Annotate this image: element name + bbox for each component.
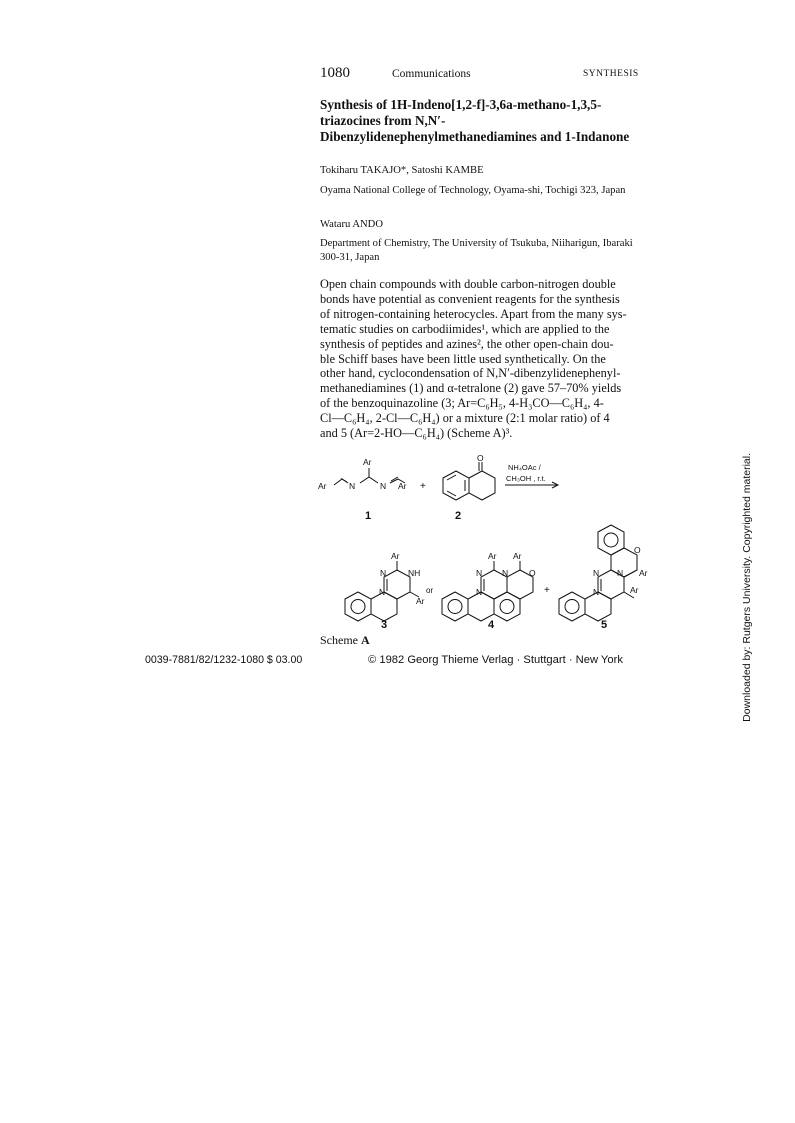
reagent-bottom: CH₃OH , r.t. (506, 474, 546, 483)
aryl-label: Ar (513, 551, 522, 561)
nitrogen-label: N (617, 568, 624, 578)
reagent-top: NH₄OAc / (508, 463, 541, 472)
body-line: of nitrogen-containing heterocycles. Apart from the many sys- (320, 306, 627, 321)
aryl-label: Ar (391, 551, 400, 561)
nitrogen-label: N (502, 568, 509, 578)
compound-number: 2 (455, 510, 462, 522)
nitrogen-label: N (476, 568, 483, 578)
aryl-label: Ar (363, 457, 372, 467)
scheme-caption (320, 633, 370, 648)
aryl-label: Ar (318, 481, 327, 491)
compound-4-structure (442, 561, 533, 621)
body-line: bonds have potential as convenient reagents for the synthesis (320, 291, 620, 306)
author-names: Tokiharu TAKAJO*, Satoshi KAMBE (320, 165, 484, 176)
compound-number: 5 (601, 619, 608, 631)
journal-section: Communications (392, 68, 471, 80)
author-affiliation: Department of Chemistry, The University of Tsukuba, Niiharigun, Ibaraki 300-31, Japan (320, 238, 633, 263)
scheme-caption-prefix: Scheme (320, 633, 358, 647)
nitrogen-label: N (380, 481, 387, 491)
compound-number: 1 (365, 510, 372, 522)
scheme-caption-id: A (361, 633, 370, 647)
oxygen-label: O (634, 545, 641, 555)
body-line: other hand, cyclocondensation of N,N′-dibenzylidenephenyl- (320, 366, 621, 381)
aryl-label: Ar (416, 596, 425, 606)
body-line: Open chain compounds with double carbon-nitrogen double (320, 277, 616, 291)
oxygen-label: O (529, 568, 536, 578)
nitrogen-label: N (349, 481, 356, 491)
author-affiliation: Oyama National College of Technology, Oyama-shi, Tochigi 323, Japan (320, 185, 626, 196)
nh-label: NH (408, 568, 421, 578)
aryl-label: Ar (488, 551, 497, 561)
body-line: synthesis of peptides and azines², the other open-chain dou- (320, 336, 614, 351)
footer-issn: 0039-7881/82/1232-1080 $ 03.00 (145, 654, 303, 666)
body-line: Cl—C₆H₄, 2-Cl—C₆H₄) or a mixture (2:1 molar ratio) of 4 (320, 411, 610, 426)
aryl-label: Ar (639, 568, 648, 578)
footer-copyright: © 1982 Georg Thieme Verlag · Stuttgart · New York (368, 654, 623, 666)
oxygen-label: O (477, 453, 484, 463)
page-number: 1080 (320, 65, 350, 81)
author-names: Wataru ANDO (320, 219, 383, 230)
compound-number: 3 (381, 619, 388, 631)
body-paragraph (320, 277, 641, 441)
nitrogen-label: N (593, 587, 600, 597)
nitrogen-label: N (380, 568, 387, 578)
body-line: and 5 (Ar=2-HO—C₆H₄) (Scheme A)³. (320, 426, 513, 441)
body-line: tematic studies on carbodiimides¹, which are applied to the (320, 321, 610, 336)
plus-sign: + (420, 481, 426, 492)
nitrogen-label: N (476, 587, 483, 597)
nitrogen-label: N (593, 568, 600, 578)
compound-number: 4 (488, 619, 495, 631)
aryl-label: Ar (398, 481, 407, 491)
journal-name: SYNTHESIS (583, 69, 639, 79)
compound-2-structure (443, 462, 495, 500)
or-label: or (426, 586, 434, 595)
nitrogen-label: N (379, 587, 386, 597)
body-line: ble Schiff bases have been little used synthetically. On the (320, 351, 606, 366)
article-title: Synthesis of 1H-Indeno[1,2-f]-3,6a-methano-1,3,5-triazocines from N,N′-Dibenzylidenephenylmethanediamines and 1-Indanone (320, 97, 630, 144)
compound-1-structure (334, 468, 405, 485)
body-line: methanediamines (1) and α-tetralone (2) gave 57–70% yields (320, 381, 622, 396)
body-line: of the benzoquinazoline (3; Ar=C₆H₅, 4-H₃CO—C₆H₄, 4- (320, 396, 604, 411)
plus-sign: + (544, 585, 550, 596)
reaction-scheme (312, 452, 657, 632)
download-watermark: Downloaded by: Rutgers University. Copyrighted material. (741, 453, 753, 722)
aryl-label: Ar (630, 585, 639, 595)
